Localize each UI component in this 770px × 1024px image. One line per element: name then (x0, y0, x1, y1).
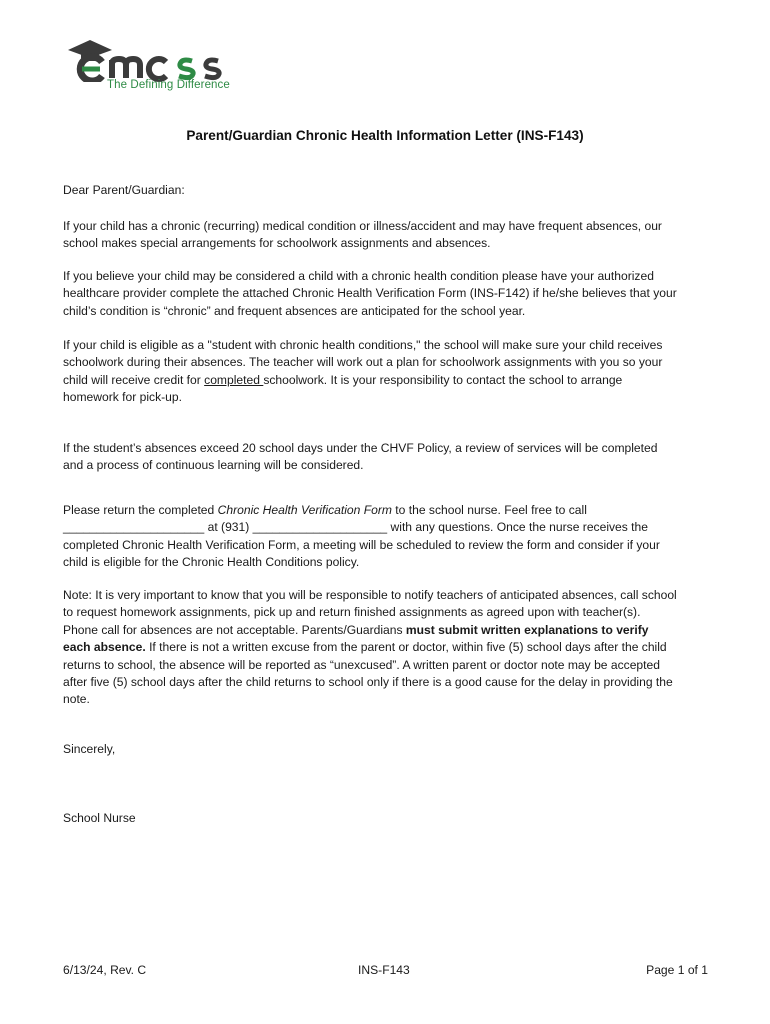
paragraph-line (63, 372, 713, 389)
paragraph-2 (63, 268, 713, 320)
paragraph-4 (63, 440, 713, 475)
bold-text: each absence. (63, 640, 146, 655)
paragraph-line: Note: It is very important to know that you will be responsible to notify teachers of anticipated absences, call school (63, 588, 677, 602)
paragraph-line (63, 639, 713, 656)
text-run: If there is not a written excuse from the parent or doctor, within five (5) school days after the child (145, 640, 667, 655)
paragraph-line: to request homework assignments, pick up and return finished assignments as agreed upon with teacher(s). (63, 605, 641, 620)
text-run: to the school nurse. Feel free to call (391, 503, 587, 517)
underlined-text: completed (204, 372, 264, 387)
paragraph-line: schoolwork during their absences. The teacher will work out a plan for schoolwork assignments with you so your (63, 355, 663, 370)
paragraph-5 (63, 502, 713, 572)
paragraph-line: _____________________ at (931) ____________________ with any questions. Once the nurse receives the (63, 520, 648, 535)
paragraph-3 (63, 337, 713, 407)
text-run: child will receive credit for (63, 372, 205, 387)
page-title: Parent/Guardian Chronic Health Information Letter (INS-F143) (186, 128, 584, 143)
paragraph-line (63, 502, 713, 519)
paragraph-line: after five (5) school days after the child returns to school only if there is a good cause for the delay in providing the (63, 675, 673, 690)
paragraph-line: child is eligible for the Chronic Health Conditions policy. (63, 555, 360, 570)
bold-text: must submit written explanations to verify (405, 622, 649, 637)
paragraph-line: If the student’s absences exceed 20 school days under the CHVF Policy, a review of services will be completed (63, 441, 658, 455)
paragraph-line: note. (63, 692, 90, 707)
paragraph-line: healthcare provider complete the attached Chronic Health Verification Form (INS-F142) if he/she believes that your (63, 286, 677, 301)
footer-form-id: INS-F143 (358, 963, 410, 977)
paragraph-line (63, 622, 713, 639)
paragraph-line: child’s condition is “chronic” and frequent absences are anticipated for the school year. (63, 303, 526, 318)
footer-date-revision: 6/13/24, Rev. C (63, 963, 147, 977)
logo-tagline: The Defining Difference (107, 79, 230, 91)
note-paragraph (63, 587, 713, 709)
text-run: Please return the completed (63, 503, 218, 517)
paragraph-line: homework for pick-up. (63, 390, 182, 405)
text-run: schoolwork. It is your responsibility to contact the school to arrange (263, 372, 623, 387)
paragraph-line: If your child has a chronic (recurring) medical condition or illness/accident and may have frequent absences, our (63, 219, 662, 233)
paragraph-1 (63, 218, 713, 253)
paragraph-line: returns to school, the absence will be reported as “unexcused”. A written parent or doctor note may be accepted (63, 657, 660, 672)
logo-graphic (64, 36, 244, 82)
salutation: Dear Parent/Guardian: (63, 183, 185, 197)
closing: Sincerely, (63, 742, 116, 756)
footer-page-number: Page 1 of 1 (646, 963, 708, 977)
italic-text: Chronic Health Verification Form (217, 503, 392, 517)
paragraph-line: completed Chronic Health Verification Form, a meeting will be scheduled to review the form and consider if your (63, 537, 660, 552)
paragraph-line: If you believe your child may be considered a child with a chronic health condition please have your authorized (63, 269, 654, 283)
paragraph-line: school makes special arrangements for schoolwork assignments and absences. (63, 236, 491, 251)
signature: School Nurse (63, 811, 136, 825)
text-run: Phone call for absences are not acceptable. Parents/Guardians (63, 622, 406, 637)
paragraph-line: and a process of continuous learning will be considered. (63, 458, 364, 473)
paragraph-line: If your child is eligible as a "student with chronic health conditions," the school will make sure your child receives (63, 338, 663, 352)
